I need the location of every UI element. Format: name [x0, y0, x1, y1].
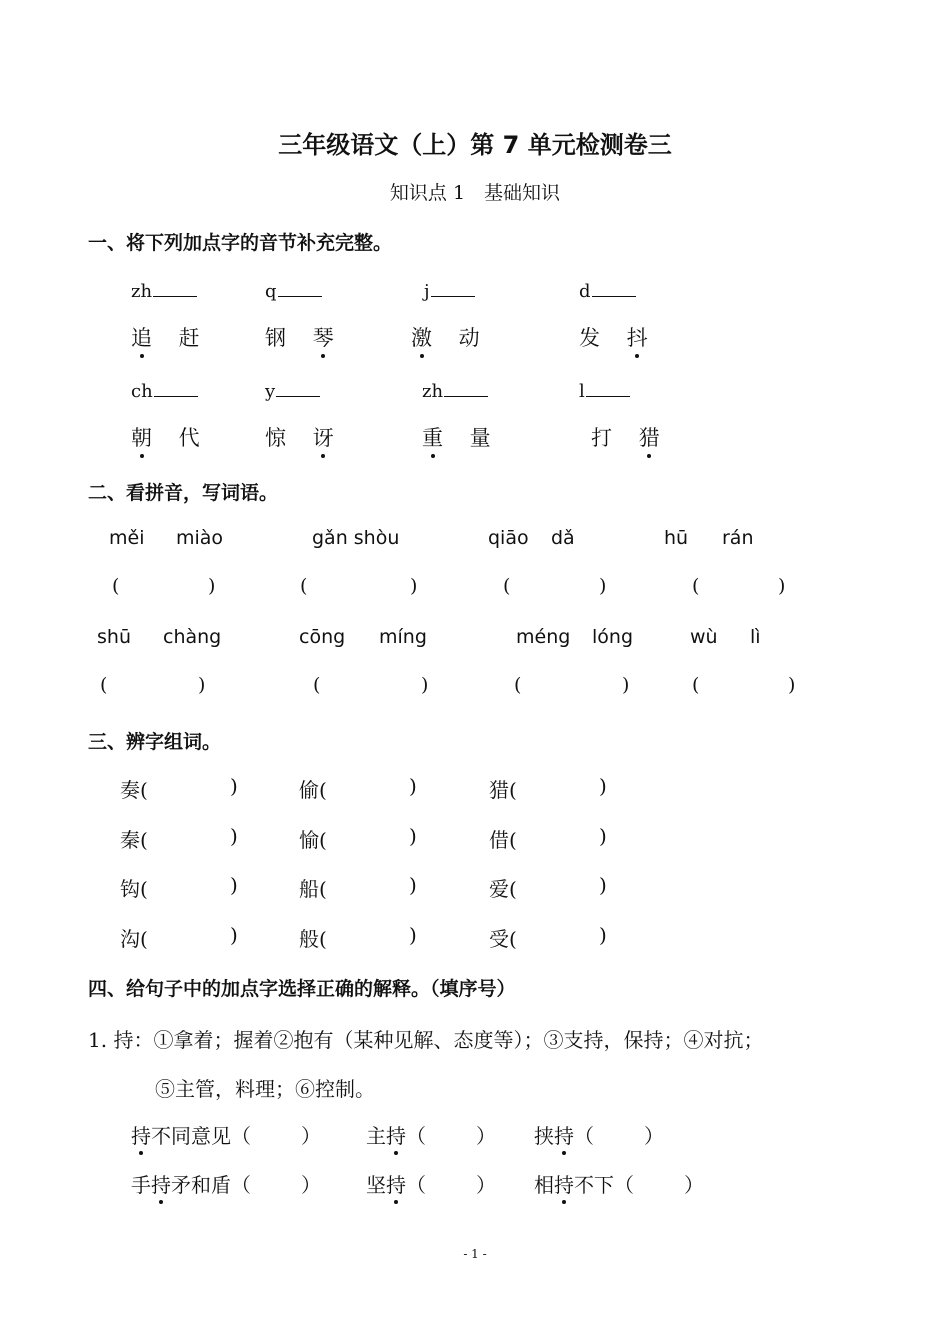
pinyin: chàng [163, 626, 222, 648]
answer-blank[interactable]: ( ) [692, 575, 786, 597]
pinyin: shū [97, 626, 131, 648]
word-8: 打 猎 [591, 422, 670, 452]
pinyin: méng [516, 626, 571, 648]
pinyin: gǎn shòu [312, 527, 400, 549]
phrase-item: 相持不下（ ） [534, 1169, 704, 1198]
phrase-item: 持不同意见（ ） [131, 1120, 321, 1149]
phrase-item: 手持矛和盾（ ） [131, 1169, 321, 1198]
word-6: 惊 讶 [265, 422, 344, 452]
word-4: 发 抖 [579, 322, 658, 352]
word-1: 追 赶 [131, 322, 210, 352]
syllable-blank-7: zh [422, 380, 488, 402]
word-3: 激 动 [411, 322, 490, 352]
pinyin: wù [690, 626, 718, 648]
page-number: - 1 - [463, 1247, 487, 1261]
syllable-blank-6: y [265, 380, 320, 402]
pinyin: qiāo [488, 527, 529, 549]
answer-blank[interactable]: ( ) [100, 674, 206, 696]
answer-blank[interactable]: ( ) [112, 575, 216, 597]
char-group: 奏( ) [120, 774, 238, 802]
section4-heading: 四、给句子中的加点字选择正确的解释。（填序号） [88, 978, 516, 1000]
pinyin: hū [664, 527, 689, 549]
pinyin: miào [176, 527, 224, 549]
syllable-blank-8: l [579, 380, 630, 402]
char-group: 钩( ) [120, 873, 238, 901]
page-subtitle: 知识点 1 基础知识 [389, 182, 561, 204]
char-group: 偷( ) [299, 774, 417, 802]
char-group: 愉( ) [299, 824, 417, 852]
word-2: 钢 琴 [265, 322, 344, 352]
phrase-item: 挟持（ ） [534, 1120, 664, 1149]
char-group: 爱( ) [489, 873, 607, 901]
answer-blank[interactable]: ( ) [313, 674, 429, 696]
word-5: 朝 代 [131, 422, 210, 452]
answer-blank[interactable]: ( ) [503, 575, 607, 597]
phrase-item: 主持（ ） [366, 1120, 496, 1149]
char-group: 猎( ) [489, 774, 607, 802]
word-7: 重 量 [422, 422, 501, 452]
pinyin: míng [379, 626, 427, 648]
char-group: 沟( ) [120, 923, 238, 951]
answer-blank[interactable]: ( ) [514, 674, 630, 696]
answer-blank[interactable]: ( ) [300, 575, 418, 597]
char-group: 借( ) [489, 824, 607, 852]
pinyin: rán [722, 527, 754, 549]
syllable-blank-3: j [424, 280, 475, 302]
phrase-item: 坚持（ ） [366, 1169, 496, 1198]
char-group: 秦( ) [120, 824, 238, 852]
pinyin: lì [750, 626, 761, 648]
question-1-definitions: 1. 持：①拿着；握着②抱有（某种见解、态度等）；③支持，保持；④对抗； [88, 1028, 764, 1052]
pinyin: dǎ [551, 527, 575, 549]
page-title: 三年级语文（上）第 7 单元检测卷三 [278, 131, 672, 159]
section2-heading: 二、看拼音，写词语。 [88, 482, 279, 504]
syllable-blank-2: q [265, 280, 322, 302]
syllable-blank-5: ch [131, 380, 198, 402]
pinyin: měi [109, 527, 145, 549]
question-1-definitions-cont: ⑤主管，料理；⑥控制。 [155, 1077, 375, 1101]
syllable-blank-1: zh [131, 280, 197, 302]
section1-heading: 一、将下列加点字的音节补充完整。 [88, 232, 393, 254]
pinyin: lóng [592, 626, 634, 648]
char-group: 船( ) [299, 873, 417, 901]
answer-blank[interactable]: ( ) [692, 674, 796, 696]
char-group: 受( ) [489, 923, 607, 951]
char-group: 般( ) [299, 923, 417, 951]
syllable-blank-4: d [579, 280, 636, 302]
section3-heading: 三、辨字组词。 [88, 731, 222, 753]
pinyin: cōng [299, 626, 346, 648]
